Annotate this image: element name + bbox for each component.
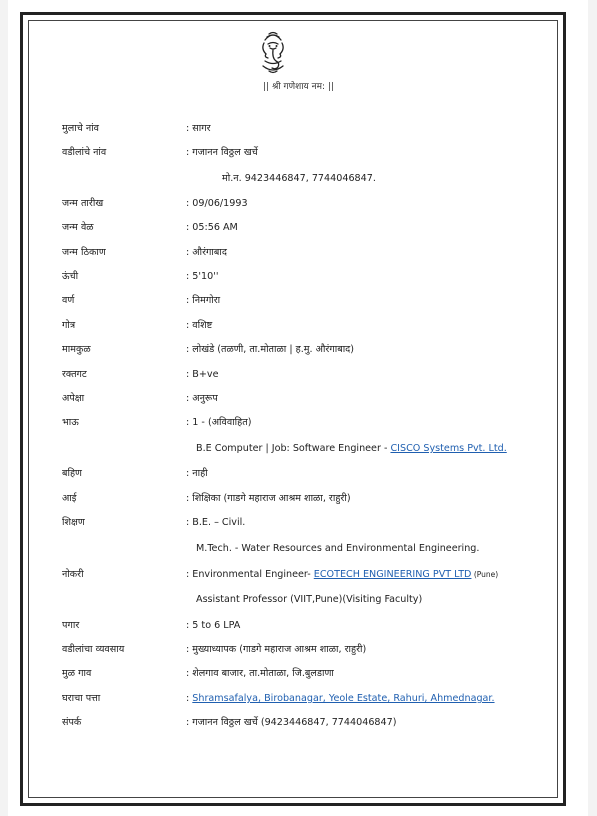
field-label: मुळ गाव bbox=[62, 668, 92, 679]
field-label: अपेक्षा bbox=[62, 393, 85, 404]
field-label: बहिण bbox=[62, 468, 82, 479]
field-label: संपर्क bbox=[62, 717, 82, 728]
field-value: : नाही bbox=[186, 468, 208, 479]
field-father-phone bbox=[0, 170, 597, 188]
field-dob bbox=[0, 195, 597, 213]
field-birth-time bbox=[0, 219, 597, 237]
field-label: जन्म वेळ bbox=[62, 222, 94, 233]
field-label: शिक्षण bbox=[62, 517, 85, 528]
field-value bbox=[186, 566, 498, 584]
field-brother bbox=[0, 414, 597, 432]
field-value: : गजानन विठ्ठल खर्चे (9423446847, 7744046847) bbox=[186, 717, 397, 728]
field-value: : गजानन विठ्ठल खर्चे bbox=[186, 147, 258, 158]
field-value: : मुख्याध्यापक (गाडगे महाराज आश्रम शाळा, राहुरी) bbox=[186, 644, 367, 655]
job-detail: Assistant Professor (VIIT,Pune)(Visiting Faculty) bbox=[196, 594, 423, 605]
field-value: : 09/06/1993 bbox=[186, 198, 248, 209]
job-title: : Environmental Engineer- bbox=[186, 569, 314, 580]
address-colon: : bbox=[186, 693, 193, 704]
field-value: : शिक्षिका (गाडगे महाराज आश्रम शाळा, राहुरी) bbox=[186, 493, 351, 504]
field-value: : औरंगाबाद bbox=[186, 247, 227, 258]
field-contact bbox=[0, 714, 597, 732]
field-label: रक्तगट bbox=[62, 369, 87, 380]
invocation-text: || श्री गणेशाय नम: || bbox=[263, 82, 334, 92]
field-value: : 5 to 6 LPA bbox=[186, 620, 241, 631]
field-expectation bbox=[0, 390, 597, 408]
field-brother-detail bbox=[0, 440, 597, 458]
field-value: : शेलगाव बाजार, ता.मोताळा, जि.बुलडाणा bbox=[186, 668, 334, 679]
field-label: गोत्र bbox=[62, 320, 76, 331]
field-value: : 5'10'' bbox=[186, 271, 219, 282]
field-label: पगार bbox=[62, 620, 80, 631]
field-label: घराचा पत्ता bbox=[62, 693, 101, 704]
address-link[interactable]: Shramsafalya, Birobanagar, Yeole Estate, Rahuri, Ahmednagar. bbox=[192, 693, 495, 704]
field-name bbox=[0, 120, 597, 138]
field-father bbox=[0, 144, 597, 162]
field-mamkul bbox=[0, 341, 597, 359]
field-label: वडीलांचा व्यवसाय bbox=[62, 644, 125, 655]
field-label: जन्म ठिकाण bbox=[62, 247, 106, 258]
field-birth-place bbox=[0, 244, 597, 262]
field-value bbox=[186, 690, 495, 708]
ecotech-link[interactable]: ECOTECH ENGINEERING PVT LTD bbox=[313, 569, 472, 580]
field-mother bbox=[0, 490, 597, 508]
father-phone: मो.न. 9423446847, 7744046847. bbox=[222, 173, 376, 184]
field-complexion bbox=[0, 292, 597, 310]
field-value: : 05:56 AM bbox=[186, 222, 238, 233]
field-sister bbox=[0, 465, 597, 483]
field-father-occupation bbox=[0, 641, 597, 659]
field-label: आई bbox=[62, 493, 77, 504]
field-value: : निमगोरा bbox=[186, 295, 221, 306]
ganesha-icon bbox=[256, 28, 290, 76]
field-value: : B.E. – Civil. bbox=[186, 517, 246, 528]
field-blood-group bbox=[0, 366, 597, 384]
field-label: नोकरी bbox=[62, 569, 84, 580]
field-label: ऊंची bbox=[62, 271, 79, 282]
field-education bbox=[0, 514, 597, 532]
field-value: : B+ve bbox=[186, 369, 219, 380]
field-value: : सागर bbox=[186, 123, 211, 134]
brother-detail bbox=[196, 440, 507, 458]
field-value: : लोखंडे (तळणी, ता.मोताळा | ह.मु. औरंगाबाद) bbox=[186, 344, 355, 355]
field-label: वर्ण bbox=[62, 295, 75, 306]
field-label: मामकुळ bbox=[62, 344, 91, 355]
field-label: भाऊ bbox=[62, 417, 79, 428]
field-education-detail bbox=[0, 540, 597, 558]
field-label: मुलाचे नांव bbox=[62, 123, 100, 134]
field-value: : वशिष्ट bbox=[186, 320, 213, 331]
field-address bbox=[0, 690, 597, 708]
field-gotra bbox=[0, 317, 597, 335]
field-value: : 1 - (अविवाहित) bbox=[186, 417, 252, 428]
brother-job-text: B.E Computer | Job: Software Engineer - bbox=[196, 443, 391, 454]
education-detail: M.Tech. - Water Resources and Environmental Engineering. bbox=[196, 543, 480, 554]
field-value: : अनुरूप bbox=[186, 393, 218, 404]
job-location: (Pune) bbox=[471, 570, 499, 579]
field-job-detail bbox=[0, 591, 597, 609]
field-label: जन्म तारीख bbox=[62, 198, 104, 209]
field-height bbox=[0, 268, 597, 286]
field-salary bbox=[0, 617, 597, 635]
field-label: वडीलांचे नांव bbox=[62, 147, 107, 158]
field-job bbox=[0, 566, 597, 584]
field-native bbox=[0, 665, 597, 683]
cisco-link[interactable]: CISCO Systems Pvt. Ltd. bbox=[390, 443, 507, 454]
